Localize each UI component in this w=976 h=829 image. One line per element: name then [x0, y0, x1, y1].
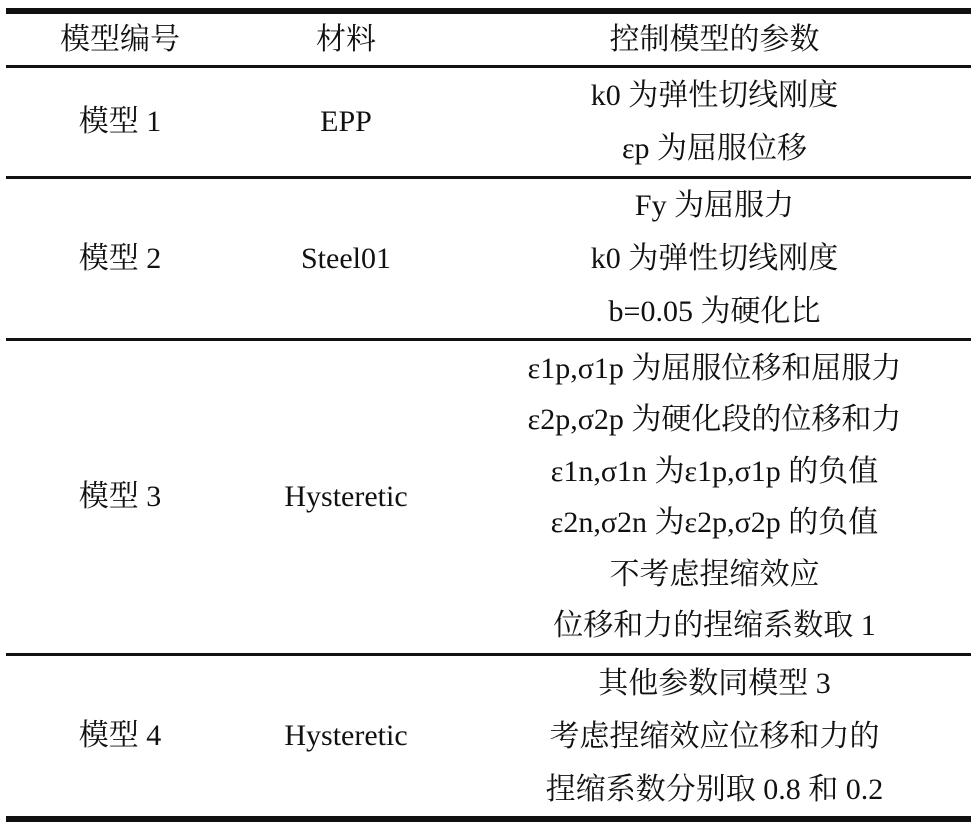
param-line: 捏缩系数分别取 0.8 和 0.2	[545, 772, 884, 806]
row-1-params	[458, 68, 971, 176]
row-3-material: Hysteretic	[284, 480, 408, 513]
param-line: 其他参数同模型 3	[598, 666, 831, 700]
header-material: 材料	[316, 22, 376, 56]
row-3-params	[458, 341, 971, 653]
param-line: ε2p,σ2p 为硬化段的位移和力	[527, 403, 902, 436]
param-line: ε1n,σ1n 为ε1p,σ1p 的负值	[550, 454, 879, 488]
param-line: 考虑捏缩效应位移和力的	[549, 719, 880, 753]
header-control-params: 控制模型的参数	[609, 22, 820, 56]
param-line: Fy 为屈服力	[634, 189, 795, 222]
bottom-rule	[6, 816, 971, 822]
param-line: 不考虑捏缩效应	[609, 557, 820, 591]
row-4-model: 模型 4	[78, 719, 162, 752]
param-line: k0 为弹性切线刚度	[590, 79, 839, 112]
param-line: ε2n,σ2n 为ε2p,σ2p 的负值	[550, 506, 879, 539]
param-line: k0 为弹性切线刚度	[590, 242, 839, 275]
row-3-model: 模型 3	[78, 480, 162, 513]
param-line: ε1p,σ1p 为屈服位移和屈服力	[527, 351, 902, 385]
param-line: 位移和力的捏缩系数取 1	[553, 609, 876, 642]
param-line: b=0.05 为硬化比	[608, 295, 821, 328]
row-1-model: 模型 1	[78, 105, 162, 138]
header-model-number: 模型编号	[60, 22, 180, 56]
row-2-params	[458, 179, 971, 338]
row-1-material: EPP	[320, 105, 372, 138]
row-2-model: 模型 2	[78, 241, 162, 275]
param-line: εp 为屈服位移	[621, 132, 808, 165]
row-2-material: Steel01	[301, 241, 391, 275]
row-4-params	[458, 656, 971, 816]
row-4-material: Hysteretic	[284, 719, 408, 752]
